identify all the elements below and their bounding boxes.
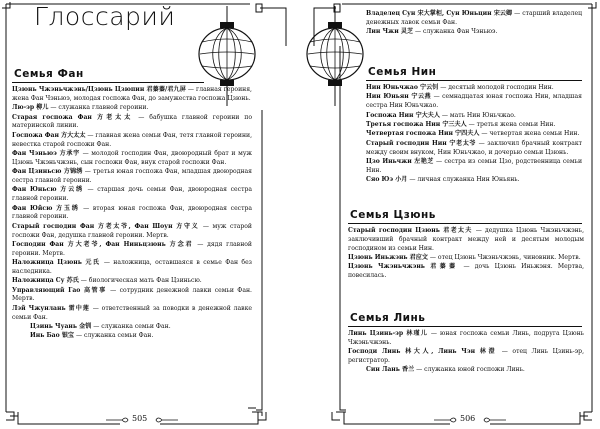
glossary-entry	[366, 140, 582, 158]
glossary-entry	[12, 323, 252, 332]
glossary-entry	[366, 176, 582, 185]
entry-name: Линь Цзинь-эр 林瑾儿	[348, 330, 428, 337]
glossary-entry	[12, 104, 252, 113]
entry-description: — заключил брачный контракт между своим внуком, Нин Юньчжао, и дочерью семьи Цзюнь.	[366, 139, 583, 156]
section-divider	[348, 223, 582, 224]
ornament-icon	[482, 415, 508, 425]
glossary-entry	[366, 158, 582, 176]
page-number: 506	[460, 414, 476, 423]
entry-description: — служанка юной госпожи Линь.	[416, 366, 525, 374]
glossary-entry	[12, 86, 252, 104]
entry-description: — мать Нин Юньчжао.	[441, 111, 516, 119]
entry-name: Наложница Цзюнь 元氏	[12, 259, 101, 267]
entry-name: Господин Фан 方大老爷, Фан Ниньцзюнь 方念君	[12, 240, 194, 248]
entry-name: Цзо Иньчжи 左艳芝	[366, 157, 434, 165]
entry-name: Господи Линь 林大人, Линь Чэн 林澄	[348, 348, 498, 356]
entry-name: Лю-эр 柳儿	[12, 104, 49, 112]
entry-name: Госпожа Фан 方大太太	[12, 131, 86, 139]
ornament-icon	[104, 415, 130, 425]
entry-name: Инь Бао 银宝	[30, 332, 75, 340]
entry-description: — дочь Цзюнь Иньжэня. Мертва, повесилась.	[348, 263, 585, 280]
glossary-entry	[348, 366, 584, 375]
entry-name: Госпожа Нин 宁大夫人	[366, 111, 440, 119]
left-page	[0, 0, 292, 429]
entry-description: — вторая юная госпожа Фан, двоюродная сестра главной героини.	[12, 204, 252, 221]
glossary-entry	[12, 332, 252, 341]
glossary-list-intro	[366, 10, 582, 38]
entry-name: Нин Юньчжао 宁云钊	[366, 84, 439, 91]
glossary-list-lin	[348, 330, 584, 376]
glossary-entry	[366, 121, 582, 130]
ornament-icon	[432, 415, 458, 425]
entry-name: Старая госпожа Фан 方老太太	[12, 113, 134, 121]
entry-name: Цзюнь Иньжэнь 君应文	[348, 253, 428, 261]
entry-description: — семнадцатая юная госпожа Нин, младшая сестра Нин Юньчжао.	[366, 93, 582, 110]
entry-description: — муж старой госпожи Фан, дедушка главной героини. Мертв.	[12, 222, 252, 239]
entry-description: — десятый молодой господин Нин.	[440, 84, 554, 91]
section-heading-fang: Семья Фан	[14, 68, 84, 80]
glossary-entry	[366, 93, 582, 111]
glossary-entry	[348, 254, 584, 263]
entry-description: — дядя главной героини. Мертв.	[12, 240, 252, 257]
glossary-entry	[348, 263, 584, 281]
section-divider	[366, 80, 582, 81]
entry-name: Фан Цзиньсю 方锦绣	[12, 168, 83, 176]
entry-name: Управляющий Гао 高管事	[12, 286, 107, 294]
entry-name: Наложница Су 苏氏	[12, 277, 79, 285]
entry-name: Цзюнь Чжэньчжэнь 君蓁蓁	[348, 263, 459, 271]
section-heading-nin: Семья Нин	[368, 66, 437, 78]
entry-name: Лэй Чжунлань 雷中莲	[12, 304, 90, 312]
entry-name: Нин Юньян 宁云燕	[366, 93, 432, 101]
entry-name: Владелец Сун 宋大掌柜, Сун Юньцин 宋云卿	[366, 10, 513, 17]
entry-description: — личная служанка Нин Юньянь.	[409, 176, 520, 184]
entry-description: — бабушка главной героини по материнской линии.	[12, 113, 252, 130]
entry-name: Старый господин Фан 方老太爷, Фан Шоун 方守义	[12, 222, 200, 230]
glossary-list-fang	[12, 86, 252, 342]
glossary-entry	[12, 205, 252, 223]
glossary-entry	[12, 223, 252, 241]
entry-name: Лин Чжи 灵芝	[366, 28, 414, 36]
page-title: Глоссарий	[34, 2, 176, 31]
entry-name: Старый господин Цзюнь 君老太夫	[348, 227, 473, 234]
entry-name: Фан Юйсю 方玉绣	[12, 204, 80, 212]
page-number: 505	[132, 414, 148, 423]
entry-description: — отец Цзюнь Чжэньчжэнь, чиновник. Мертв.	[429, 253, 581, 261]
entry-description: — старший владелец денежных лавок семьи Фан.	[366, 10, 583, 26]
entry-description: — главная героиня, жена Фан Чэньюэ, молодая госпожа Фан, до замужества госпожа Цзюнь.	[12, 86, 252, 102]
entry-description: — служанка семьи Фан.	[75, 332, 154, 340]
glossary-entry	[12, 150, 252, 168]
entry-description: — молодой господин Фан, двоюродный брат и муж Цзюнь Чжэньчжэнь, сын госпожи Фан, внук старой госпожи Фан.	[12, 149, 253, 166]
entry-description: — ответственный за поводки в денежной лавке семьи Фан.	[12, 304, 252, 321]
entry-description: — наложница, оставшаяся в семье Фан без наследника.	[12, 259, 252, 275]
glossary-entry	[348, 348, 584, 366]
entry-name: Старый господин Нин 宁老太爷	[366, 139, 477, 147]
section-divider	[12, 82, 204, 83]
section-heading-jun: Семья Цзюнь	[350, 209, 436, 221]
glossary-entry	[366, 112, 582, 121]
entry-name: Цзюнь Чжэньчжэнь/Цзюнь Цзюпин 君蓁蓁/君九屏	[12, 86, 186, 93]
glossary-entry	[366, 10, 582, 28]
glossary-entry	[12, 168, 252, 186]
glossary-entry	[12, 259, 252, 277]
entry-name: Третья госпожа Нин 宁三夫人	[366, 120, 467, 128]
entry-description: — четвертая жена семьи Нин.	[481, 130, 580, 138]
entry-name: Фан Юньсю 方云绣	[12, 186, 84, 194]
glossary-entry	[366, 84, 582, 93]
right-page	[300, 0, 600, 429]
glossary-entry	[348, 330, 584, 348]
entry-name: Син Лань 香兰	[366, 366, 415, 374]
entry-description: — главная жена семьи Фан, тетя главной героини, невестка старой госпожи Фан.	[12, 131, 253, 148]
entry-description: — служанка Фан Чэньюэ.	[414, 28, 498, 36]
entry-description: — старшая дочь семьи Фан, двоюродная сестра главной героини.	[12, 186, 252, 203]
entry-name: Цзинь Чуань 金钏	[30, 323, 92, 331]
glossary-entry	[12, 277, 252, 286]
entry-description: — служанка главной героини.	[50, 104, 149, 112]
glossary-entry	[366, 28, 582, 37]
entry-description: — биологическая мать Фан Цзиньсю.	[80, 277, 202, 285]
lantern-icon	[304, 6, 366, 106]
glossary-entry	[12, 132, 252, 150]
entry-description: — сестра из семьи Цзо, родственница семьи Нин.	[366, 157, 583, 174]
glossary-entry	[12, 241, 252, 259]
glossary-list-nin	[366, 84, 582, 186]
entry-description: — служанка семьи Фан.	[93, 323, 171, 331]
entry-description: — третья жена семьи Нин.	[468, 120, 556, 128]
glossary-entry	[366, 130, 582, 139]
glossary-entry	[12, 305, 252, 323]
section-heading-lin: Семья Линь	[350, 312, 426, 324]
glossary-entry	[12, 287, 252, 305]
entry-name: Фан Чэньюэ 方承宇	[12, 149, 80, 157]
glossary-entry	[12, 186, 252, 204]
entry-description: — дедушка Цзюнь Чжэньчжэнь, заключивший брачный контракт между ней и десятым молодым господином из семьи Нин.	[348, 227, 585, 252]
glossary-entry	[12, 114, 252, 132]
entry-description: — юная госпожа семьи Линь, подруга Цзюнь Чжэньчжэнь.	[348, 330, 584, 346]
ornament-icon	[154, 415, 180, 425]
section-divider	[348, 326, 582, 327]
entry-name: Сяо Юэ 小月	[366, 176, 408, 184]
entry-description: — сотрудник денежной лавки семьи Фан. Мертв.	[12, 286, 252, 303]
entry-description: — отец Линь Цзинь-эр, регистратор.	[348, 348, 585, 364]
entry-name: Четвертая госпожа Нин 宁四夫人	[366, 130, 480, 138]
entry-description: — третья юная госпожа Фан, младшая двоюродная сестра главной героини.	[12, 168, 252, 184]
glossary-list-jun	[348, 227, 584, 282]
glossary-entry	[348, 227, 584, 253]
